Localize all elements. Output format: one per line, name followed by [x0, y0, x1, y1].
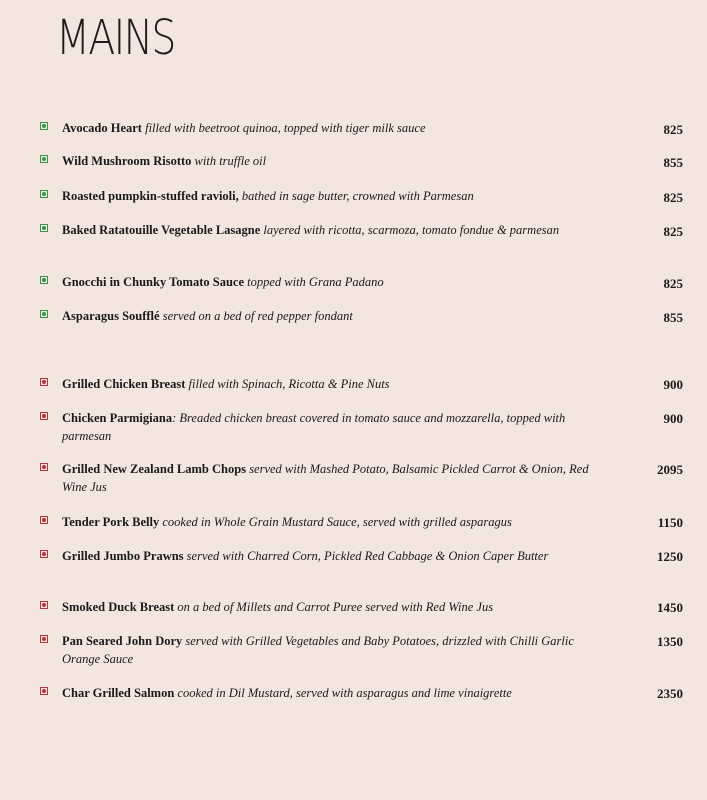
nonveg-square-icon	[40, 516, 48, 524]
item-description: cooked in Dil Mustard, served with asparagus and lime vinaigrette	[177, 686, 512, 700]
item-description: served with Grilled Vegetables and Baby Potatoes, drizzled with Chilli Garlic Orange Sauce	[62, 634, 574, 666]
item-price: 855	[663, 155, 683, 170]
veg-square-icon	[40, 122, 48, 130]
item-description: cooked in Whole Grain Mustard Sauce, served with grilled asparagus	[162, 515, 512, 529]
item-description: layered with ricotta, scarmoza, tomato fondue & parmesan	[263, 223, 560, 237]
item-name: Tender Pork Belly	[62, 515, 160, 529]
item-price: 1150	[657, 515, 683, 530]
item-name: Asparagus Soufflé	[62, 309, 160, 323]
item-description: served on a bed of red pepper fondant	[162, 309, 353, 323]
veg-square-icon	[40, 224, 48, 232]
item-name: Grilled Jumbo Prawns	[62, 549, 184, 563]
nonveg-square-icon	[40, 378, 48, 386]
item-name: Gnocchi in Chunky Tomato Sauce	[62, 275, 244, 289]
item-price: 2095	[657, 462, 683, 477]
nonveg-square-icon	[40, 635, 48, 643]
item-description: filled with beetroot quinoa, topped with tiger milk sauce	[145, 121, 426, 135]
veg-square-icon	[40, 155, 48, 163]
nonveg-square-icon	[40, 687, 48, 695]
item-price: 1350	[657, 634, 683, 649]
item-name: Grilled New Zealand Lamb Chops	[62, 462, 247, 476]
item-description: on a bed of Millets and Carrot Puree served with Red Wine Jus	[177, 600, 494, 614]
item-description: bathed in sage butter, crowned with Parmesan	[241, 189, 474, 203]
item-price: 855	[663, 310, 683, 325]
item-name: Chicken Parmigiana	[62, 411, 173, 425]
veg-square-icon	[40, 190, 48, 198]
veg-square-icon	[40, 276, 48, 284]
item-name: Smoked Duck Breast	[62, 600, 175, 614]
menu-title: MAINS	[56, 10, 175, 66]
item-description: : Breaded chicken breast covered in tomato sauce and mozzarella, topped with parmesan	[62, 411, 566, 443]
item-price: 825	[663, 190, 683, 205]
item-price: 825	[663, 122, 683, 137]
item-description: filled with Spinach, Ricotta & Pine Nuts	[188, 377, 390, 391]
item-name: Char Grilled Salmon	[62, 686, 175, 700]
item-price: 1250	[657, 549, 683, 564]
item-name: Wild Mushroom Risotto	[62, 154, 192, 168]
nonveg-square-icon	[40, 412, 48, 420]
item-name: Baked Ratatouille Vegetable Lasagne	[62, 223, 261, 237]
item-price: 2350	[657, 686, 683, 701]
item-name: Roasted pumpkin-stuffed ravioli,	[62, 189, 239, 203]
item-price: 825	[663, 224, 683, 239]
veg-square-icon	[40, 310, 48, 318]
item-price: 900	[663, 411, 683, 426]
nonveg-square-icon	[40, 601, 48, 609]
item-name: Pan Seared John Dory	[62, 634, 183, 648]
item-price: 900	[663, 377, 683, 392]
item-name: Avocado Heart	[62, 121, 142, 135]
item-name: Grilled Chicken Breast	[62, 377, 186, 391]
item-price: 1450	[657, 600, 683, 615]
item-description: topped with Grana Padano	[247, 275, 384, 289]
item-description: with truffle oil	[194, 154, 267, 168]
item-description: served with Mashed Potato, Balsamic Pickled Carrot & Onion, Red Wine Jus	[62, 462, 589, 494]
nonveg-square-icon	[40, 463, 48, 471]
nonveg-square-icon	[40, 550, 48, 558]
item-description: served with Charred Corn, Pickled Red Cabbage & Onion Caper Butter	[186, 549, 549, 563]
item-price: 825	[663, 276, 683, 291]
